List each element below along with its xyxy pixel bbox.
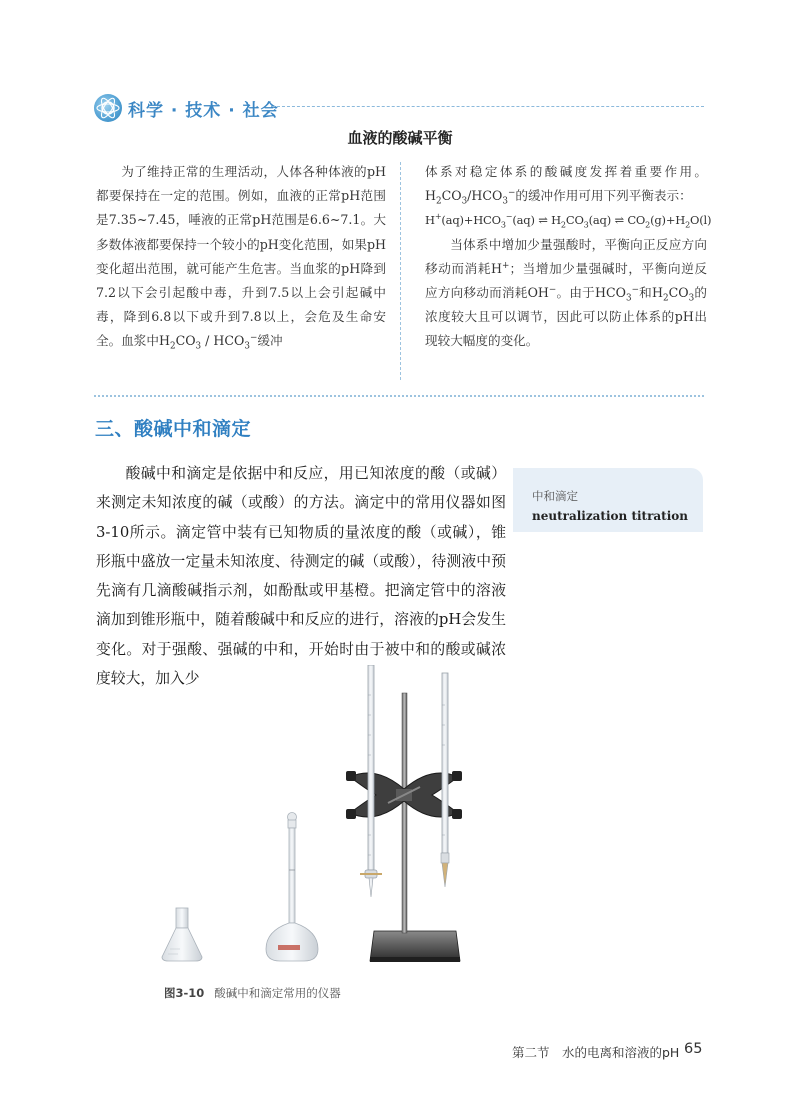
figure-caption: [164, 985, 341, 1001]
column-divider: [400, 162, 401, 380]
figure-number: 图3-10: [164, 986, 205, 1000]
stand-base: [370, 931, 460, 962]
box-title: 血液的酸碱平衡: [347, 129, 453, 147]
body-text: [96, 459, 506, 693]
sts-header: 科学 · 技术 · 社会: [128, 101, 279, 121]
sts-logo-icon: [94, 94, 122, 122]
burette-right: [441, 673, 449, 887]
sts-left-paragraph: 为了维持正常的生理活动，人体各种体液的pH都要保持在一定的范围。例如，血液的正常pH范围是7.35~7.45，唾液的正常pH范围是6.6~7.1。大多数体液都要保持一个较小的pH变化范围，如果pH变化超出范围，就可能产生危害。当血浆的pH降到7.2以下会引起酸中毒，升到7.5以上会引起碱中毒，降到6.8以下或升到7.8以上，会危及生命安全。血浆中$H_2CO_3 / HCO_3^-$缓冲: [96, 164, 386, 352]
buffer-equation: $H^+(aq)+HCO_3^-(aq)$ ⇌ $H_2CO_3(aq)$ ⇌ $CO_2(g)+H_2O(l)$: [425, 212, 712, 230]
titration-apparatus-figure: [150, 665, 630, 965]
header-divider: [272, 106, 704, 107]
page-number: 65: [684, 1041, 703, 1057]
sts-right-paragraph-1: 体系对稳定体系的酸碱度发挥着重要作用。$H_2CO_3/HCO_3^-$的缓冲作用可用下列平衡表示：: [425, 164, 707, 207]
volumetric-flask: [266, 813, 318, 962]
sts-right-paragraph-2: 当体系中增加少量强酸时，平衡向正反应方向移动而消耗H+；当增加少量强碱时，平衡向逆反应方向移动而消耗OH−。由于$HCO_3^-$和$H_2CO_3$的浓度较大且可以调节，因此可以防止体系的pH出现较大幅度的变化。: [425, 236, 708, 349]
term-english: neutralization titration: [532, 509, 689, 523]
box-bottom-divider: [94, 395, 704, 397]
section-heading: 三、酸碱中和滴定: [95, 418, 252, 440]
body-paragraph: 酸碱中和滴定是依据中和反应，用已知浓度的酸（或碱）来测定未知浓度的碱（或酸）的方法。滴定中的常用仪器如图3-10所示。滴定管中装有已知物质的量浓度的酸（或碱），锥形瓶中盛放一定量未知浓度、待测定的碱（或酸），待测液中预先滴有几滴酸碱指示剂，如酚酞或甲基橙。把滴定管中的溶液滴加到锥形瓶中，随着酸碱中和反应的进行，溶液的pH会发生变化。对于强酸、强碱的中和，开始时由于被中和的酸或碱浓度较大，加入少: [96, 465, 506, 688]
figure-caption-text: 酸碱中和滴定常用的仪器: [214, 986, 341, 1000]
footer-section-title: 第二节 水的电离和溶液的pH: [512, 1045, 680, 1060]
sts-right-column: [425, 160, 712, 354]
term-chinese: 中和滴定: [532, 489, 578, 503]
erlenmeyer-flask: [162, 908, 202, 961]
sts-left-column: [96, 160, 386, 354]
